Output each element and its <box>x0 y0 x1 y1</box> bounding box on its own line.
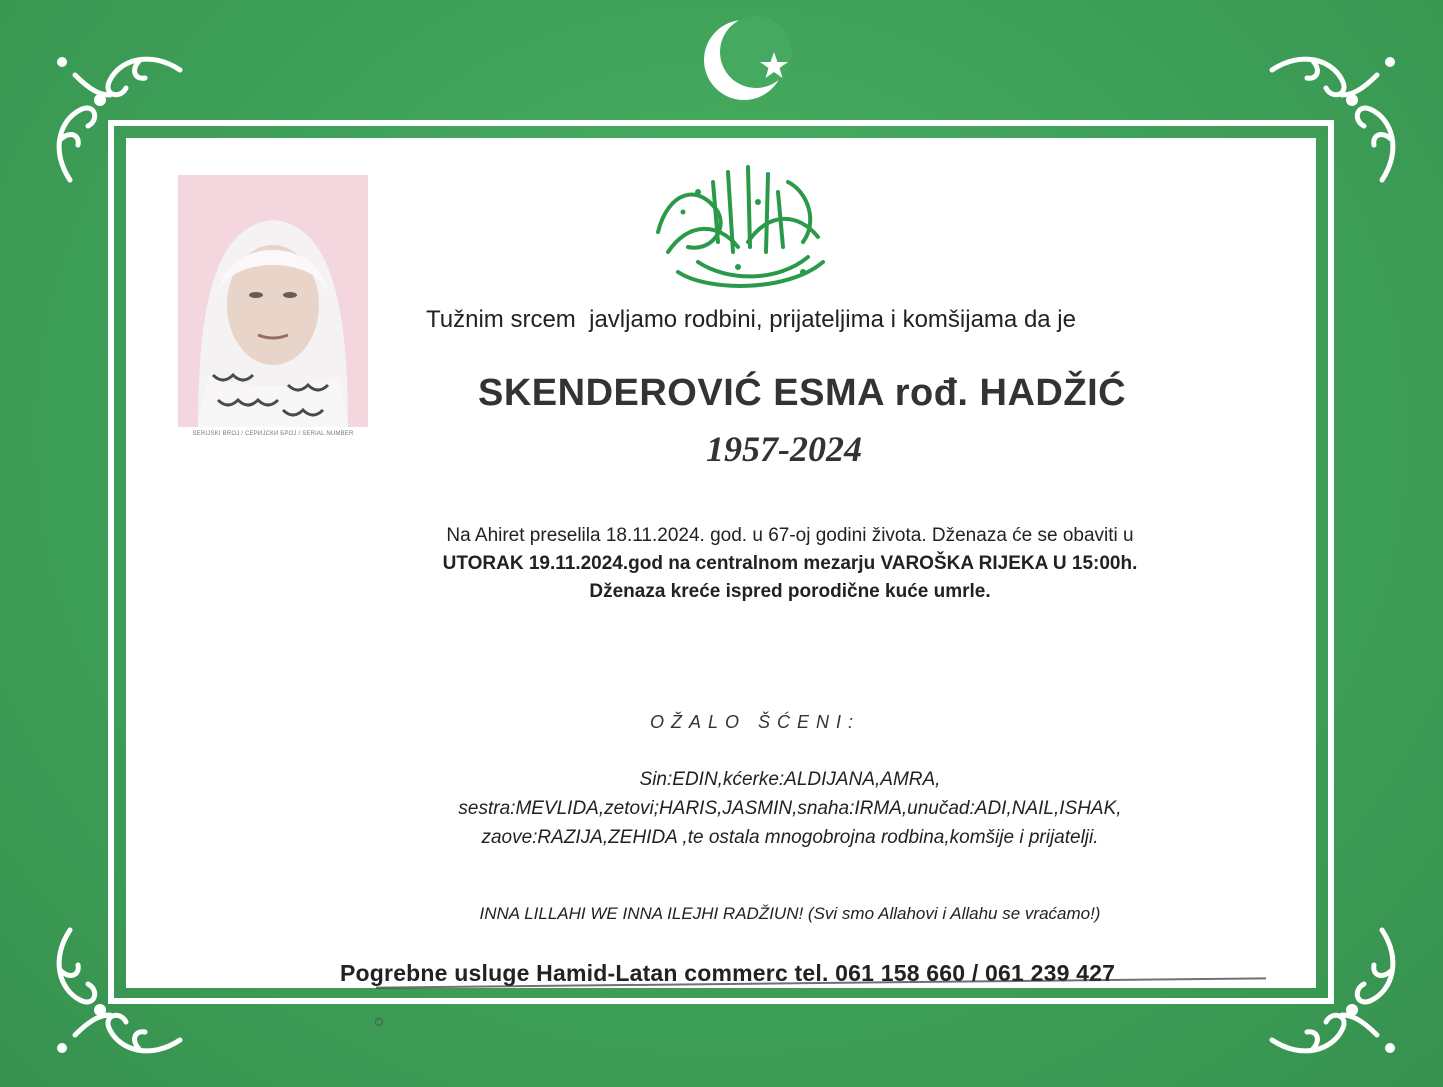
deceased-photo <box>178 175 368 427</box>
prayer-text: INNA LILLAHI WE INNA ILEJHI RADŽIUN! (Svi smo Allahovi i Allahu se vraćamo!) <box>479 904 1101 923</box>
announcement-line-1: Na Ahiret preselila 18.11.2024. god. u 67-oj godini života. Dženaza će se obaviti u <box>446 525 1134 546</box>
mourners-line-3: zaove:RAZIJA,ZEHIDA ,te ostala mnogobrojna rodbina,komšije i prijatelji. <box>481 827 1099 848</box>
mourners-line-1: Sin:EDIN,kćerke:ALDIJANA,AMRA, <box>639 769 941 790</box>
funeral-service-footer: Pogrebne usluge Hamid-Latan commerc tel. 061 158 660 / 061 239 427 <box>340 960 1116 986</box>
small-dot <box>375 1018 383 1026</box>
mourners-line-2: sestra:MEVLIDA,zetovi;HARIS,JASMIN,snaha:IRMA,unučad:ADI,NAIL,ISHAK, <box>458 798 1122 819</box>
mourners-title: OŽALO ŠĆENI: <box>650 712 861 732</box>
deceased-name: SKENDEROVIĆ ESMA rođ. HADŽIĆ <box>478 372 1127 414</box>
deceased-years: 1957-2024 <box>706 429 862 469</box>
photo-caption: SERIJSKI BROJ / СЕРИЈСКИ БРОЈ / SERIAL NUMBER <box>192 431 354 437</box>
intro-text: Tužnim srcem javljamo rodbini, prijateljima i komšijama da je <box>426 306 1076 333</box>
announcement-line-3: Dženaza kreće ispred porodične kuće umrle. <box>589 581 991 602</box>
crescent-star-icon <box>700 14 800 106</box>
arabic-calligraphy-icon <box>638 152 840 298</box>
announcement-paragraph <box>340 522 1240 606</box>
mourners-list <box>360 765 1220 852</box>
announcement-line-2: UTORAK 19.11.2024.god na centralnom mezarju VAROŠKA RIJEKA U 15:00h. <box>442 553 1138 574</box>
